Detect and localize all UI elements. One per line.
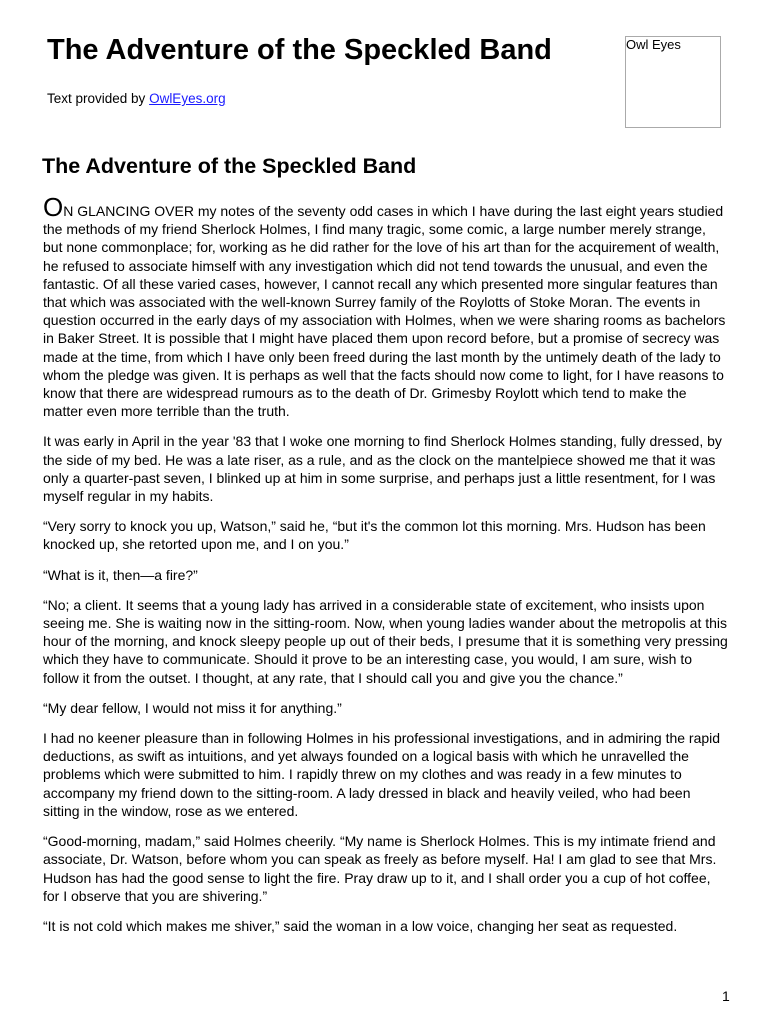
attribution-line [47, 90, 226, 108]
story-paragraph: “Good-morning, madam,” said Holmes cheerily. “My name is Sherlock Holmes. This is my intimate friend and associate, Dr. Watson, before whom you can speak as freely as before myself. Ha! I am glad to see that Mrs. Hudson has had the good sense to light the fire. Pray draw up to it, and I shall order you a cup of hot coffee, for I observe that you are shivering.” [43, 833, 717, 904]
story-paragraph: It was early in April in the year '83 that I woke one morning to find Sherlock Holmes standing, fully dressed, by the side of my bed. He was a late riser, as a rule, and as the clock on the mantelpiece showed me that it was only a quarter-past seven, I blinked up at him in some surprise, and perhaps just a little resentment, for I was myself regular in my habits. [43, 433, 722, 505]
small-caps-opening: N GLANCING OVER [63, 203, 194, 219]
opening-text: my notes of the seventy odd cases in which I have during the last eight years studied the methods of my friend Sherlock Holmes, I find many tragic, some comic, a large number merely strange, but none commonplace; for, working as he did rather for the love of his art than for the acquirement of wealth, he refused to associate himself with any investigation which did not tend towards the unusual, and even the fantastic. Of all these varied cases, however, I cannot recall any which presented more singular features than that which was associated with the well-known Surrey family of the Roylotts of Stoke Moran. The events in question occurred in the early days of my association with Holmes, when we were sharing rooms as bachelors in Baker Street. It is possible that I might have placed them upon record before, but a promise of secrecy was made at the time, from which I have only been freed during the last month by the untimely death of the lady to whom the pledge was given. It is perhaps as well that the facts should now come to light, for I have reasons to know that there are widespread rumours as to the death of Dr. Grimesby Roylott which tend to make the matter even more terrible than the truth. [43, 203, 726, 420]
story-paragraph-1 [43, 192, 728, 420]
attribution-prefix: Text provided by [47, 91, 150, 106]
logo-label: Owl Eyes [626, 37, 681, 52]
story-body [43, 192, 728, 947]
owleyes-link[interactable]: OwlEyes.org [149, 91, 226, 106]
story-heading: The Adventure of the Speckled Band [42, 154, 417, 178]
story-paragraph: “It is not cold which makes me shiver,” said the woman in a low voice, changing her seat as requested. [43, 917, 678, 934]
story-paragraph: I had no keener pleasure than in following Holmes in his professional investigations, and in admiring the rapid deductions, as swift as intuitions, and yet always founded on a logical basis with which he unravelled the problems which were submitted to him. I rapidly threw on my clothes and was ready in a few minutes to accompany my friend down to the sitting-room. A lady dressed in black and heavily veiled, who had been sitting in the window, rose as we entered. [43, 730, 721, 819]
owl-eyes-logo [625, 36, 721, 128]
drop-cap: O [43, 192, 64, 222]
page-number: 1 [722, 988, 730, 1004]
story-paragraph: “What is it, then—a fire?” [43, 566, 198, 583]
document-title: The Adventure of the Speckled Band [47, 34, 552, 66]
story-paragraph: “Very sorry to knock you up, Watson,” said he, “but it's the common lot this morning. Mrs. Hudson has been knocked up, she retorted upon me, and I on you.” [43, 518, 706, 553]
story-paragraph: “No; a client. It seems that a young lady has arrived in a considerable state of excitement, who insists upon seeing me. She is waiting now in the sitting-room. Now, when young ladies wander about the metropolis at this hour of the morning, and knock sleepy people up out of their beds, I presume that it is something very pressing which they have to communicate. Should it prove to be an interesting case, you would, I am sure, wish to follow it from the outset. I thought, at any rate, that I should call you and give you the chance.” [43, 596, 728, 686]
story-paragraph: “My dear fellow, I would not miss it for anything.” [43, 699, 342, 716]
